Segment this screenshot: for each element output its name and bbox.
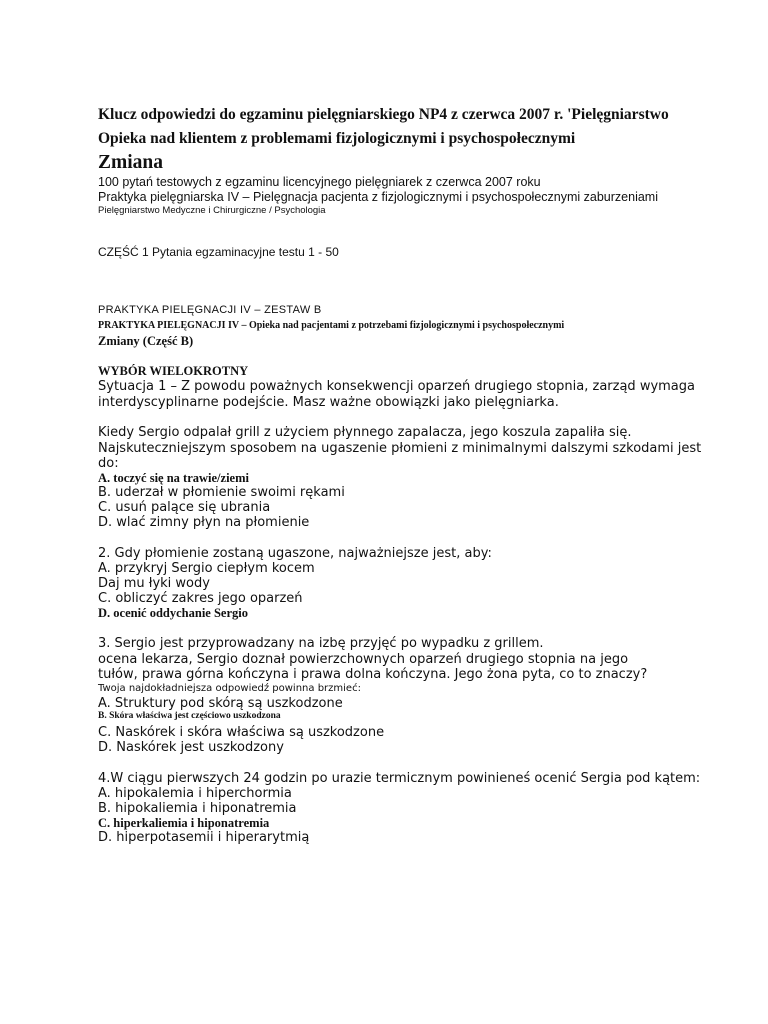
q1-stem-line-3: do: (98, 456, 119, 471)
q4-option-d: D. hiperpotasemii i hiperarytmią (98, 830, 310, 845)
section-zmiany: Zmiany (Część B) (98, 334, 194, 348)
situation-line-1: Sytuacja 1 – Z powodu poważnych konsekwencji oparzeń drugiego stopnia, zarząd wymaga (98, 379, 695, 394)
q3-stem-line-4: Twoja najdokładniejsza odpowiedź powinna brzmieć: (98, 683, 361, 694)
doc-title-line-1: Klucz odpowiedzi do egzaminu pielęgniarskiego NP4 z czerwca 2007 r. 'Pielęgniarstwo (98, 106, 669, 123)
q2-stem: 2. Gdy płomienie zostaną ugaszone, najważniejsze jest, aby: (98, 546, 492, 561)
q4-option-b: B. hipokaliemia i hiponatremia (98, 801, 297, 816)
q2-option-d: D. ocenić oddychanie Sergio (98, 606, 248, 620)
part-heading: CZĘŚĆ 1 Pytania egzaminacyjne testu 1 - 50 (98, 245, 339, 259)
q1-stem-line-2: Najskuteczniejszym sposobem na ugaszenie płomieni z minimalnymi dalszymi szkodami jest (98, 441, 702, 456)
doc-subtitle-3: Pielęgniarstwo Medyczne i Chirurgiczne / Psychologia (98, 205, 326, 216)
doc-title-line-2: Opieka nad klientem z problemami fizjologicznymi i psychospołecznymi (98, 130, 576, 147)
q3-option-b: B. Skóra właściwa jest częściowo uszkodzona (98, 711, 281, 721)
q1-stem-line-1: Kiedy Sergio odpalał grill z użyciem płynnego zapalacza, jego koszula zapaliła się. (98, 425, 632, 440)
doc-title-line-3: Zmiana (98, 152, 164, 173)
doc-subtitle-2: Praktyka pielęgniarska IV – Pielęgnacja pacjenta z fizjologicznymi i psychospołecznymi zaburzeniami (98, 190, 658, 204)
q4-option-a: A. hipokalemia i hiperchormia (98, 786, 292, 801)
q3-stem-line-1: 3. Sergio jest przyprowadzany na izbę przyjęć po wypadku z grillem. (98, 636, 544, 651)
q2-option-b: Daj mu łyki wody (98, 576, 210, 591)
q4-stem: 4.W ciągu pierwszych 24 godzin po urazie termicznym powinieneś ocenić Sergia pod kątem: (98, 771, 701, 786)
q1-option-c: C. usuń palące się ubrania (98, 500, 271, 515)
q1-option-d: D. wlać zimny płyn na płomienie (98, 515, 310, 530)
q3-option-c: C. Naskórek i skóra właściwa są uszkodzone (98, 725, 385, 740)
q3-option-a: A. Struktury pod skórą są uszkodzone (98, 696, 343, 711)
situation-line-2: interdyscyplinarne podejście. Masz ważne obowiązki jako pielęgniarka. (98, 395, 559, 410)
q3-option-d: D. Naskórek jest uszkodzony (98, 740, 284, 755)
section-zestaw: PRAKTYKA PIELĘGNACJI IV – ZESTAW B (98, 304, 322, 316)
q1-option-b: B. uderzał w płomienie swoimi rękami (98, 485, 345, 500)
q3-stem-line-3: tułów, prawa górna kończyna i prawa dolna kończyna. Jego żona pyta, co to znaczy? (98, 667, 648, 682)
q1-option-a: A. toczyć się na trawie/ziemi (98, 471, 249, 485)
q2-option-a: A. przykryj Sergio ciepłym kocem (98, 561, 315, 576)
q2-option-c: C. obliczyć zakres jego oparzeń (98, 591, 303, 606)
section-zestaw-bold: PRAKTYKA PIELĘGNACJI IV – Opieka nad pacjentami z potrzebami fizjologicznymi i psychospołecznymi (98, 320, 565, 331)
section-wybor: WYBÓR WIELOKROTNY (98, 364, 249, 378)
q3-stem-line-2: ocena lekarza, Sergio doznał powierzchownych oparzeń drugiego stopnia na jego (98, 652, 629, 667)
doc-subtitle-1: 100 pytań testowych z egzaminu licencyjnego pielęgniarek z czerwca 2007 roku (98, 175, 541, 189)
q4-option-c: C. hiperkaliemia i hiponatremia (98, 816, 270, 830)
